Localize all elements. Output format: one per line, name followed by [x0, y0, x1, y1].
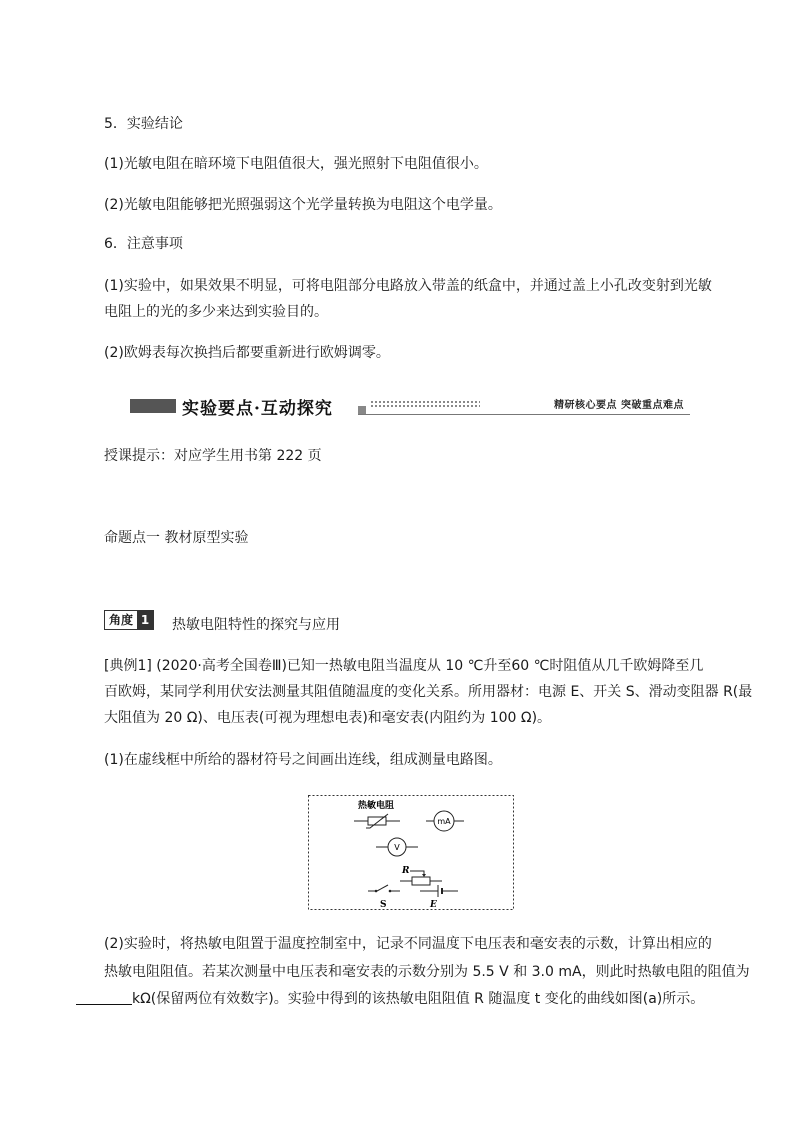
note-1-line2: 电阻上的光的多少来达到实验目的。 — [104, 304, 328, 320]
milliammeter-symbol — [426, 811, 464, 831]
conclusion-1: (1)光敏电阻在暗环境下电阻值很大，强光照射下电阻值很小。 — [104, 156, 488, 172]
circuit-svg — [308, 795, 514, 910]
example-line-3: 大阻值为 20 Ω)、电压表(可视为理想电表)和毫安表(内阻约为 100 Ω)。 — [104, 710, 552, 726]
banner-title: 实验要点·互动探究 — [182, 399, 333, 419]
banner-square — [358, 406, 366, 414]
angle-title: 热敏电阻特性的探究与应用 — [172, 617, 340, 633]
circuit-figure — [308, 795, 514, 910]
note-1-line1: (1)实验中，如果效果不明显，可将电阻部分电路放入带盖的纸盒中，并通过盖上小孔改变射到光敏 — [104, 278, 712, 294]
v-label: V — [394, 843, 400, 852]
question-2-line3-text: kΩ(保留两位有效数字)。实验中得到的该热敏电阻阻值 R 随温度 t 变化的曲线如图(a)所示。 — [132, 991, 705, 1007]
dashed-frame — [309, 796, 514, 910]
note-2: (2)欧姆表每次换挡后都要重新进行欧姆调零。 — [104, 345, 390, 361]
banner-block — [130, 399, 176, 413]
example-line-2: 百欧姆，某同学利用伏安法测量其阻值随温度的变化关系。所用器材：电源 E、开关 S、滑动变阻器 R(最 — [104, 684, 753, 700]
answer-blank[interactable] — [76, 990, 132, 1005]
question-2-line3 — [76, 989, 704, 1009]
banner-rule — [358, 414, 690, 415]
section-6-heading: 6．注意事项 — [104, 236, 183, 252]
question-2-line1: (2)实验时，将热敏电阻置于温度控制室中，记录不同温度下电压表和毫安表的示数，计算出相应的 — [104, 936, 712, 952]
teaching-hint: 授课提示：对应学生用书第 222 页 — [104, 448, 322, 464]
thermistor-symbol — [354, 814, 400, 828]
rheostat-symbol — [400, 866, 442, 885]
switch-symbol — [368, 885, 400, 910]
question-2-line2: 热敏电阻阻值。若某次测量中电压表和毫安表的示数分别为 5.5 V 和 3.0 mA，则此时热敏电阻的阻值为 — [104, 964, 750, 980]
topic-heading: 命题点一 教材原型实验 — [104, 530, 249, 546]
question-1: (1)在虚线框中所给的器材符号之间画出连线，组成测量电路图。 — [104, 752, 502, 768]
example-line-1: [典例1] (2020·高考全国卷Ⅲ)已知一热敏电阻当温度从 10 ℃升至60 ℃时阻值从几千欧姆降至几 — [104, 658, 704, 674]
s-label: S — [380, 900, 387, 910]
section-5-heading: 5．实验结论 — [104, 116, 183, 132]
angle-tag-number: 1 — [137, 611, 153, 629]
battery-symbol — [420, 885, 458, 910]
e-label: E — [430, 900, 437, 910]
voltmeter-symbol — [376, 838, 418, 856]
banner-subtitle: 精研核心要点 突破重点难点 — [554, 400, 684, 411]
thermistor-label: 热敏电阻 — [358, 801, 395, 811]
banner-dots — [370, 400, 480, 409]
angle-tag — [104, 610, 154, 630]
r-label: R — [402, 866, 410, 876]
angle-tag-label: 角度 — [109, 613, 134, 627]
ma-label: mA — [437, 817, 451, 826]
section-banner — [130, 392, 690, 420]
conclusion-2: (2)光敏电阻能够把光照强弱这个光学量转换为电阻这个电学量。 — [104, 197, 502, 213]
